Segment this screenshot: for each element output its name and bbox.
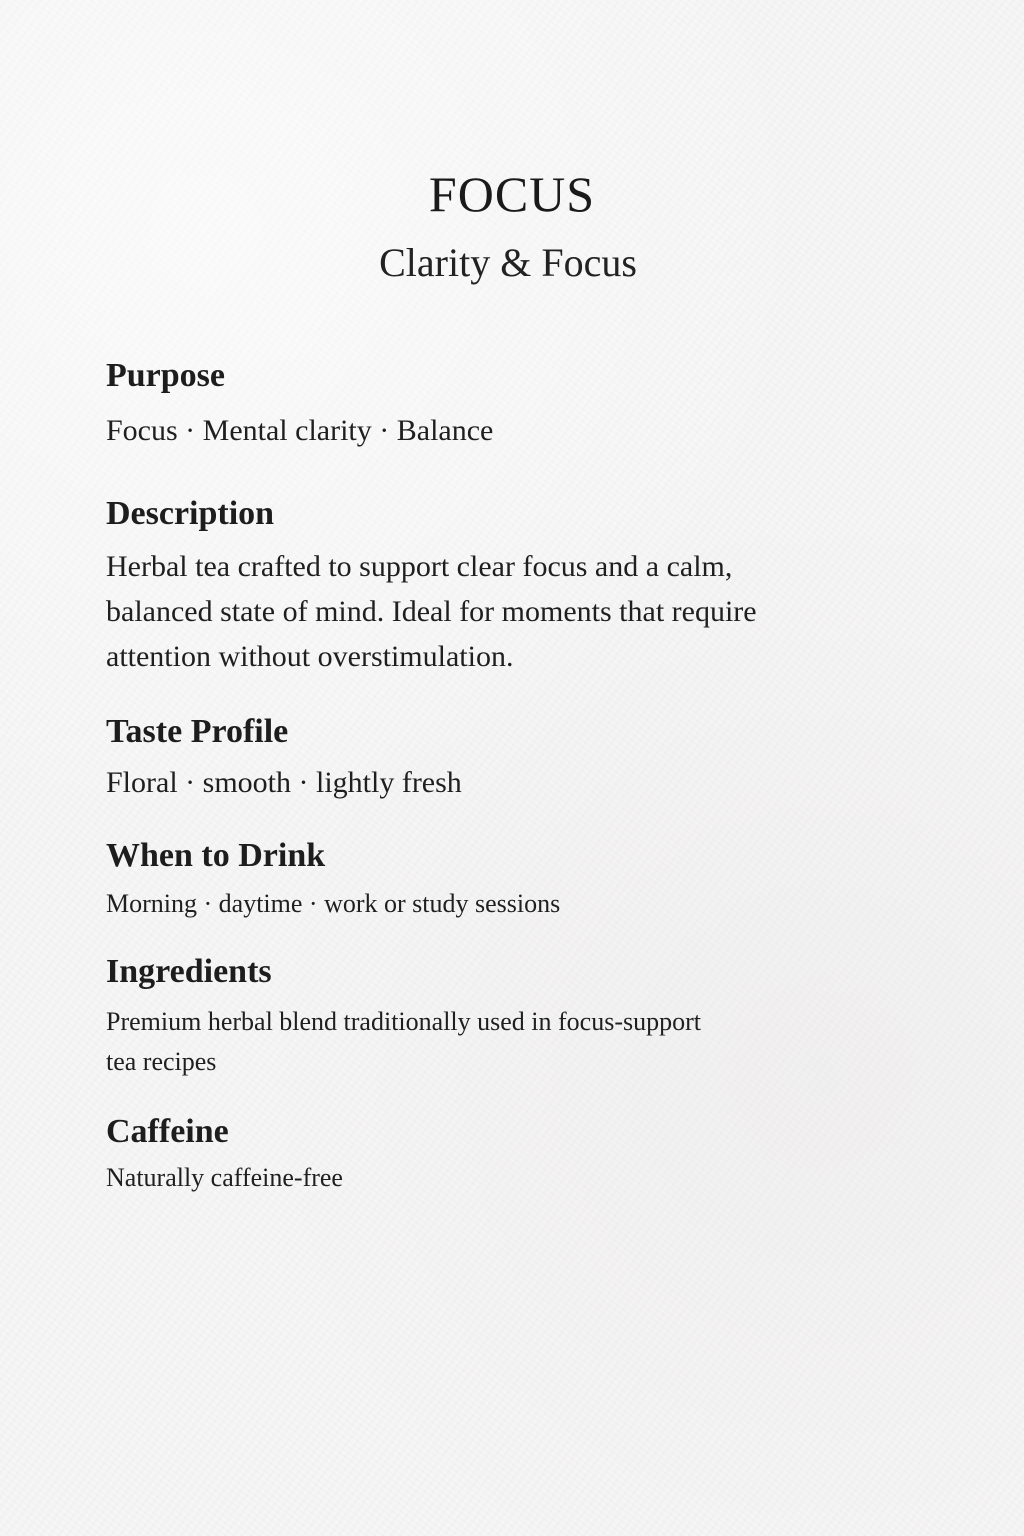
description-line: Herbal tea crafted to support clear focus and a calm, <box>106 550 733 583</box>
purpose-text <box>106 408 886 453</box>
when-to-drink-text <box>106 884 886 924</box>
ingredients-heading: Ingredients <box>106 953 272 990</box>
when-to-drink-line: Morning · daytime · work or study sessions <box>106 889 561 918</box>
ingredients-line: tea recipes <box>106 1047 217 1076</box>
taste-profile-line: Floral · smooth · lightly fresh <box>106 766 462 799</box>
purpose-heading: Purpose <box>106 357 225 394</box>
product-title: FOCUS <box>428 166 596 222</box>
ingredients-text <box>106 1002 886 1082</box>
description-text <box>106 544 886 679</box>
caffeine-heading: Caffeine <box>106 1113 229 1150</box>
purpose-line: Focus · Mental clarity · Balance <box>106 414 494 447</box>
caffeine-line: Naturally caffeine-free <box>106 1163 343 1192</box>
description-line: attention without overstimulation. <box>106 640 514 673</box>
taste-profile-text <box>106 760 886 805</box>
when-to-drink-heading: When to Drink <box>106 837 326 874</box>
description-line: balanced state of mind. Ideal for moments that require <box>106 595 757 628</box>
taste-profile-heading: Taste Profile <box>106 713 289 750</box>
description-heading: Description <box>106 495 275 532</box>
ingredients-line: Premium herbal blend traditionally used in focus-support <box>106 1007 701 1036</box>
caffeine-text <box>106 1158 886 1198</box>
product-subtitle: Clarity & Focus <box>379 240 637 285</box>
